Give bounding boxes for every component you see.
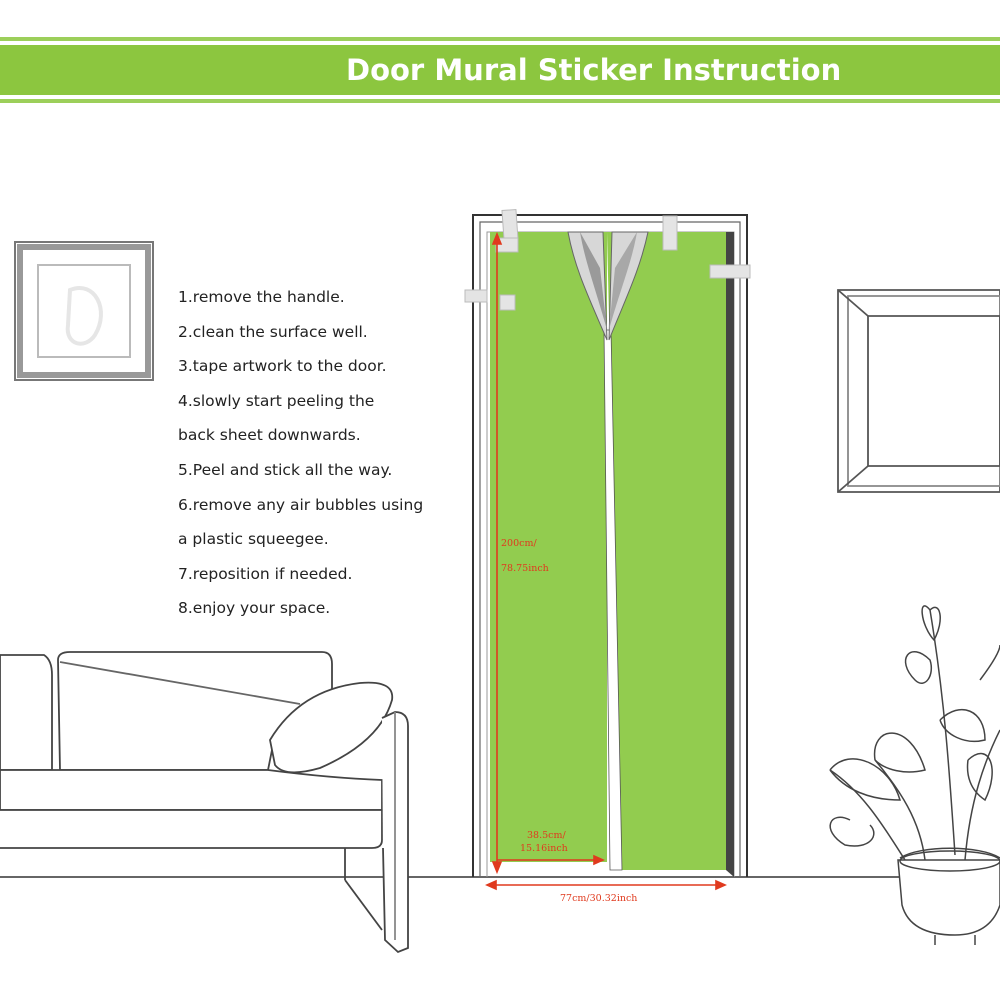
instruction-step: 2.clean the surface well.: [178, 322, 368, 341]
instruction-step: 8.enjoy your space.: [178, 599, 331, 618]
half-width-cm-label: 38.5cm/: [527, 830, 566, 841]
height-cm-label: 200cm/: [501, 538, 537, 549]
instruction-step: 5.Peel and stick all the way.: [178, 460, 393, 479]
instruction-step: back sheet downwards.: [178, 426, 361, 445]
instruction-step: 3.tape artwork to the door.: [178, 357, 387, 376]
page-title: Door Mural Sticker Instruction: [346, 53, 842, 87]
instruction-step: a plastic squeegee.: [178, 530, 329, 549]
plant: [830, 606, 1000, 945]
sofa: [0, 652, 408, 952]
half-width-inch-label: 15.16inch: [520, 843, 568, 854]
door-panel-right: [607, 232, 726, 870]
right-picture-frame: [838, 290, 1000, 492]
instruction-step: 7.reposition if needed.: [178, 564, 353, 583]
door-mural: [490, 232, 726, 870]
left-picture-frame: [15, 242, 153, 380]
instruction-step: 6.remove any air bubbles using: [178, 495, 424, 514]
instruction-list: [178, 280, 478, 626]
instruction-step: 4.slowly start peeling the: [178, 391, 375, 410]
frame-monogram-icon: [68, 288, 101, 344]
full-width-label: 77cm/30.32inch: [560, 893, 638, 904]
height-inch-label: 78.75inch: [501, 563, 549, 574]
instruction-step: 1.remove the handle.: [178, 288, 345, 306]
